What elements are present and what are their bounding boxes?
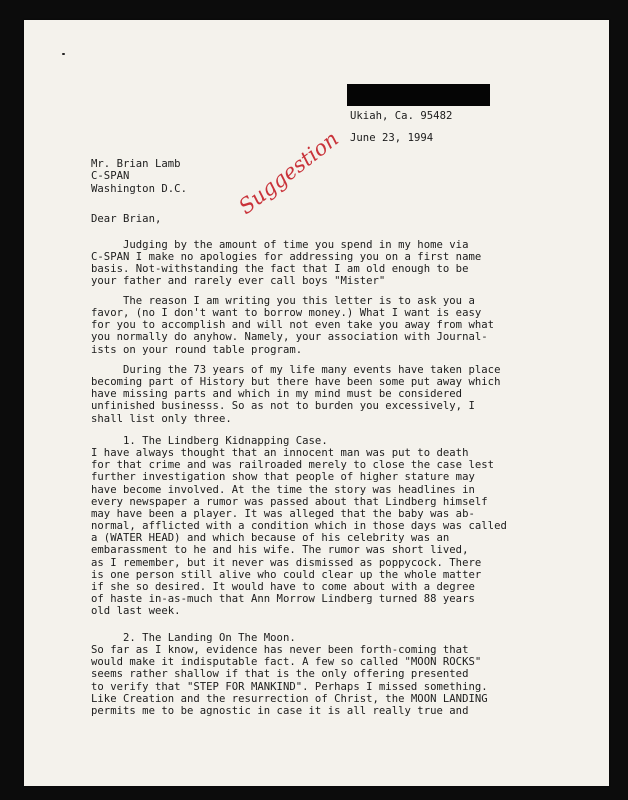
item-lindberg-case: 1. The Lindberg Kidnapping Case. I have always thought that an innocent man was put to death for that crime and was railroaded merely to close the case lest further investigation show that people of higher stature may have become involved. At the time the story was headlines in every newspaper a rumor was passed about that Lindberg himself may have been a player. It was alleged that the baby was ab- normal, afflicted with a condition which in those days was called a (WATER HEAD) and which because of his celebrity was an embarassment to he and his wife. The rumor was short lived, as I remember, but it never was dismissed as poppycock. There is one person still alive who could clear up the whole matter if she so desired. It would have to come about with a degree of haste in-as-much that Ann Morrow Lindberg turned 88 years old last week. — [91, 435, 507, 618]
paragraph-favor: The reason I am writing you this letter is to ask you a favor, (no I don't want to borrow money.) What I want is easy for you to accomplish and will not even take you away from what you normally do anyhow. Namely, your association with Journal- ists on your round table program. — [91, 295, 495, 356]
ink-speck — [62, 53, 65, 55]
recipient-city: Washington D.C. — [91, 183, 187, 195]
salutation: Dear Brian, — [91, 213, 162, 225]
recipient-org: C-SPAN — [91, 170, 130, 182]
paragraph-history: During the 73 years of my life many events have taken place becoming part of History but there have been some put away which have missing parts and which in my mind must be considered unfinished businesss. So as not to burden you excessively, I shall list only three. — [91, 364, 501, 425]
sender-city-line: Ukiah, Ca. 95482 — [350, 110, 453, 122]
letter-page — [24, 20, 609, 786]
item-moon-landing: 2. The Landing On The Moon. So far as I know, evidence has never been forth-coming that would make it indisputable fact. A few so called "MOON ROCKS" seems rather shallow if that is the only offering presented to verify that "STEP FOR MANKIND". Perhaps I missed something. Like Creation and the resurrection of Christ, the MOON LANDING permits me to be agnostic in case it is all really true and — [91, 632, 488, 717]
handwritten-suggestion-note: Suggestion — [234, 126, 344, 219]
paragraph-intro: Judging by the amount of time you spend in my home via C-SPAN I make no apologies for addressing you on a first name basis. Not-withstanding the fact that I am old enough to be your father and rarely ever call boys "Mister" — [91, 239, 482, 288]
recipient-name: Mr. Brian Lamb — [91, 158, 181, 170]
redacted-address-block — [347, 84, 490, 106]
letter-date: June 23, 1994 — [350, 132, 434, 144]
